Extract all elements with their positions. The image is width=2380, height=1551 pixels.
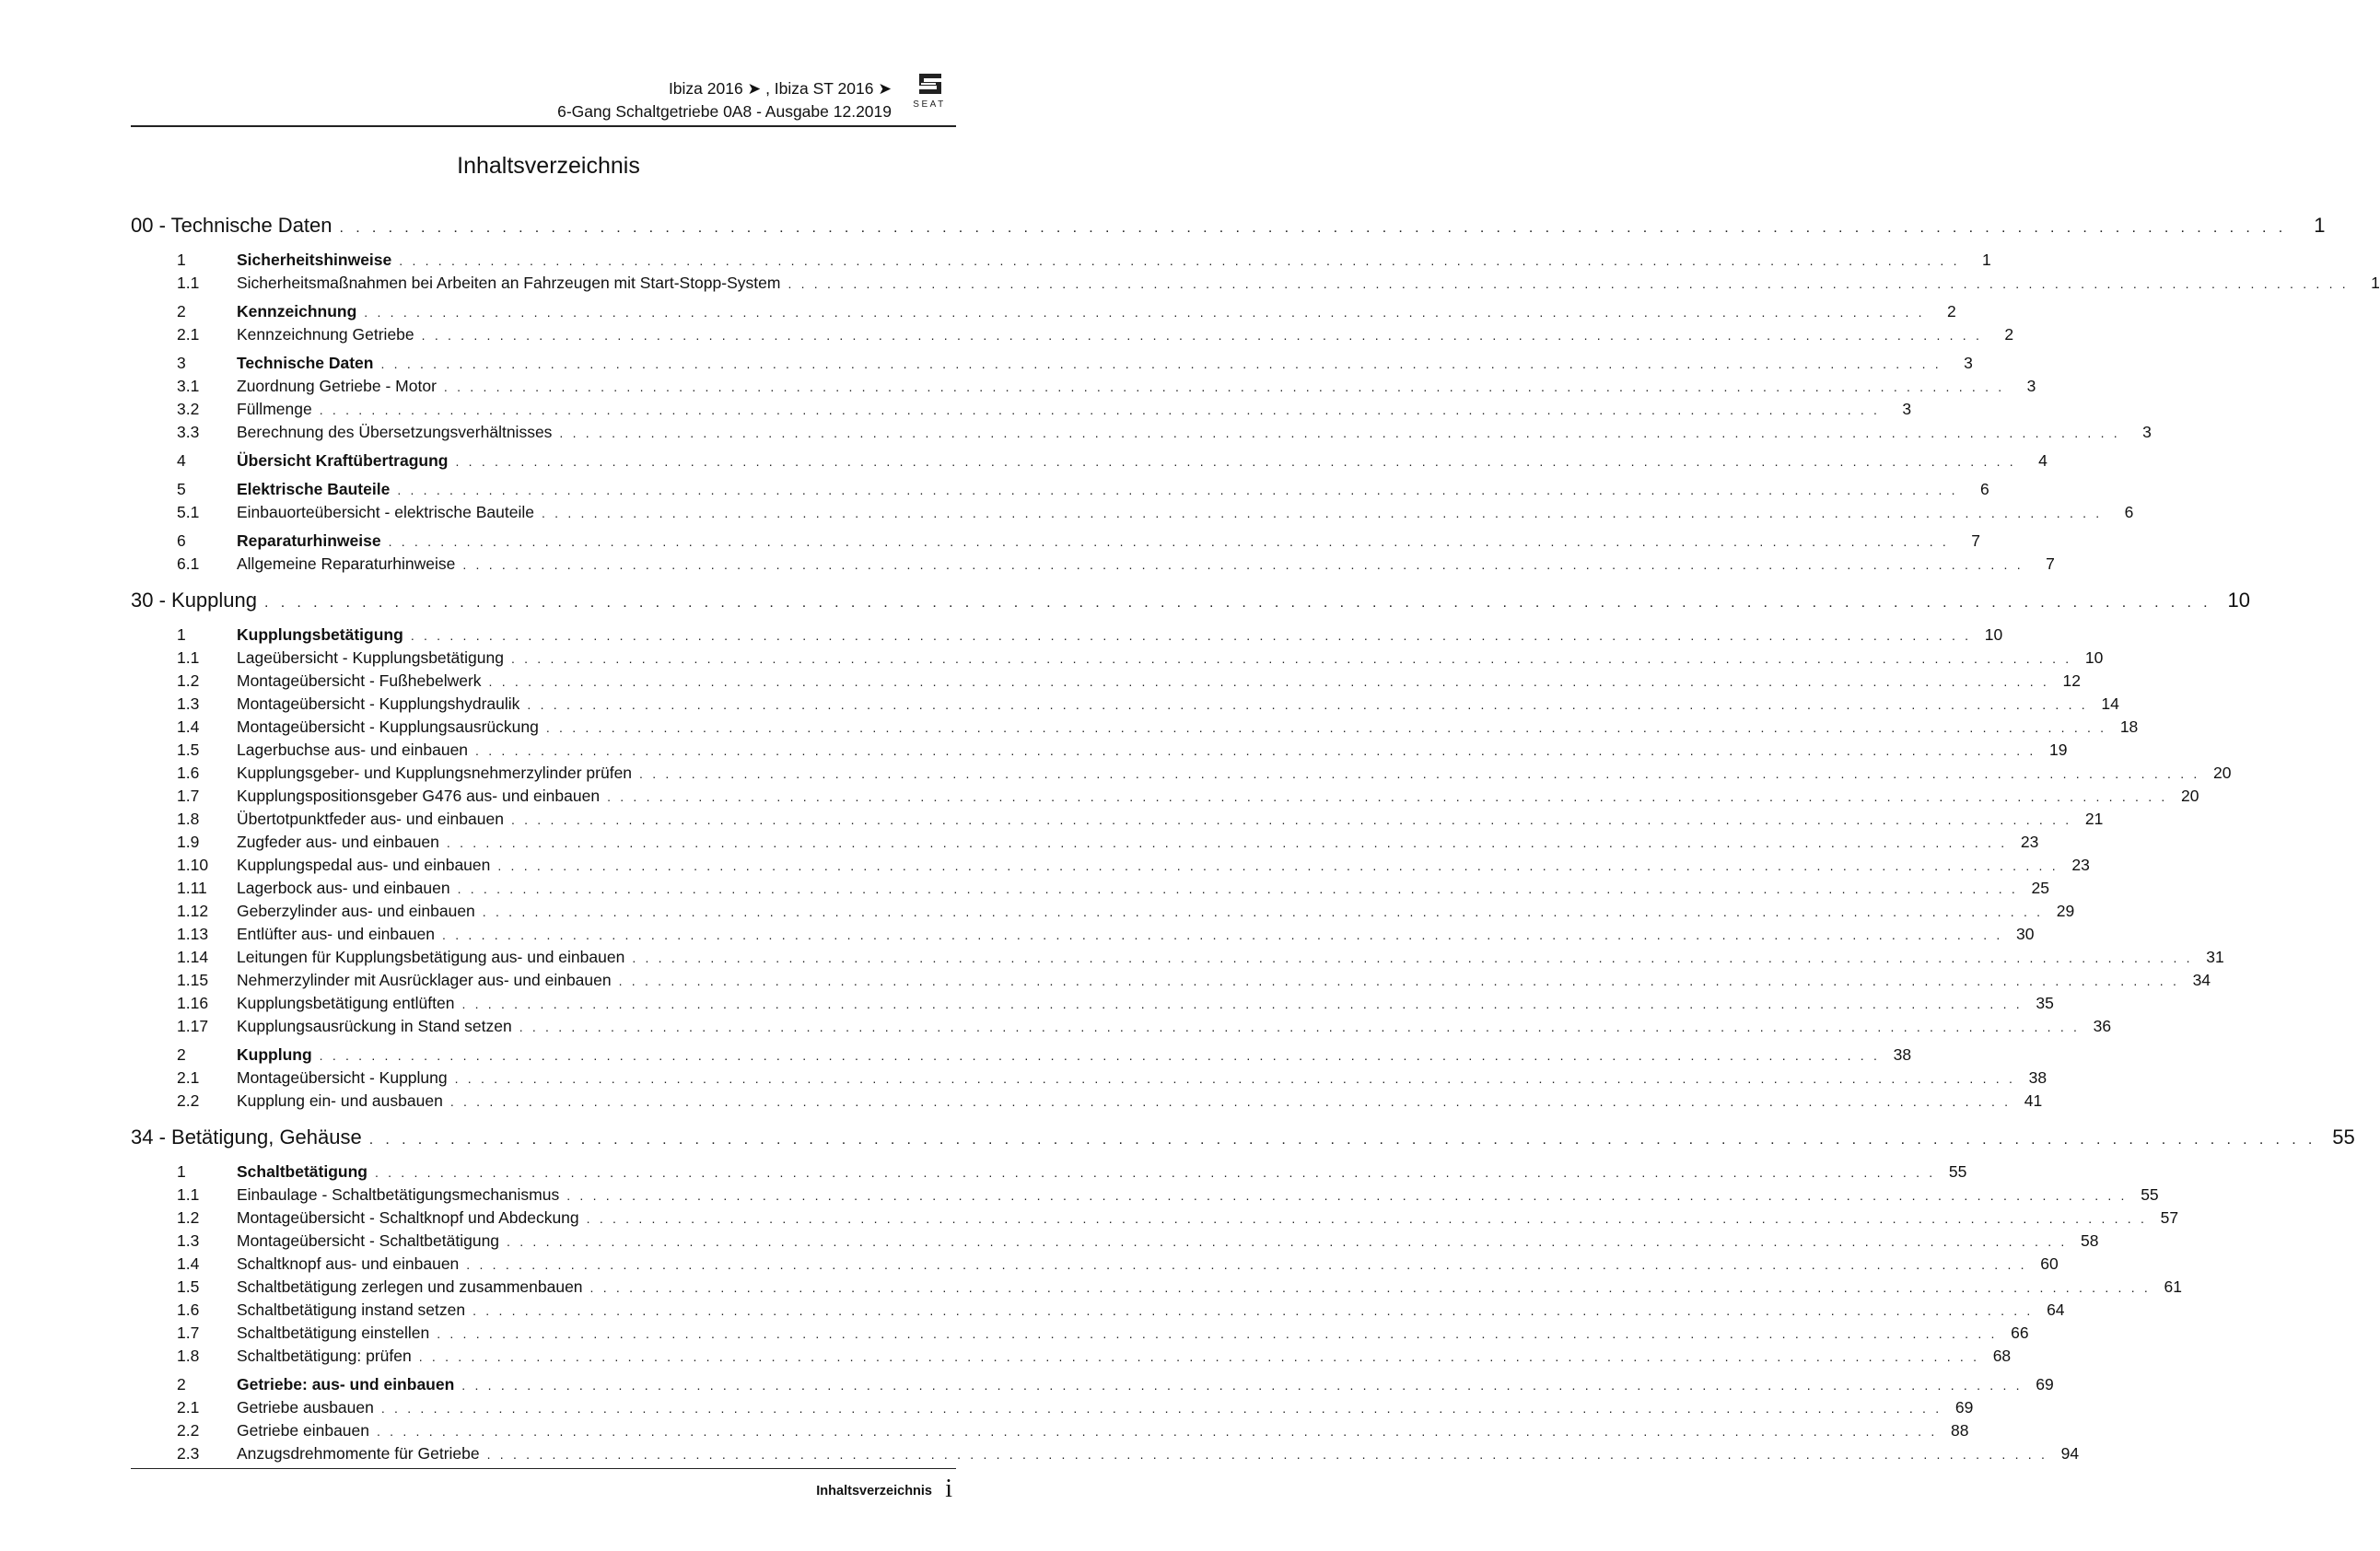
toc-chapter[interactable] — [131, 589, 2251, 620]
toc-subsection[interactable] — [131, 833, 2039, 856]
toc-section[interactable] — [131, 451, 2048, 474]
dot-leader: . . . . . . . . . . . . . . . . . . . . . . . . . . . . . . . . . . . . . . . . . . . . . . . . . . . . . . . . . . . . . . . . . . . . . . . . . . . . . . . . . . . . . . . . . . . . . . . . . . . . . . . . . . . . . . . . . . . . . . . . — [264, 595, 2212, 611]
dot-leader: . . . . . . . . . . . . . . . . . . . . . . . . . . . . . . . . . . . . . . . . . . . . . . . . . . . . . . . . . . . . . . . . . . . . . . . . . . . . . . . . . . . . . . . . . . . . . . . . . . . . . . . . . . . . . . . . . . . . . . . . — [461, 1378, 2023, 1393]
toc-entry-title: Getriebe: aus- und einbauen — [237, 1375, 455, 1394]
toc-subsection[interactable] — [131, 717, 2139, 741]
toc-entry-number: 2.1 — [177, 1068, 200, 1087]
toc-entry-page: 18 — [2119, 717, 2139, 736]
toc-subsection[interactable] — [131, 925, 2035, 948]
dot-leader: . . . . . . . . . . . . . . . . . . . . . . . . . . . . . . . . . . . . . . . . . . . . . . . . . . . . . . . . . . . . . . . . . . . . . . . . . . . . . . . . . . . . . . . . . . . . . . . . . . . . . . . . . . . . . . . . . . . . . . . . — [368, 1132, 2316, 1148]
toc-entry-page: 10 — [1984, 625, 2003, 644]
toc-entry-number: 1.5 — [177, 1277, 200, 1296]
toc-subsection[interactable] — [131, 1185, 2159, 1208]
toc-entry-page: 68 — [1992, 1347, 2012, 1365]
toc-entry-page: 10 — [2227, 589, 2251, 612]
toc-subsection[interactable] — [131, 1347, 2012, 1370]
dot-leader: . . . . . . . . . . . . . . . . . . . . . . . . . . . . . . . . . . . . . . . . . . . . . . . . . . . . . . . . . . . . . . . . . . . . . . . . . . . . . . . . . . . . . . . . . . . . . . . . . . . . . . . . . . . . . . . . . . . . . . . . — [639, 766, 2200, 781]
footer-label: Inhaltsverzeichnis — [816, 1484, 932, 1499]
toc-entry-number: 1.3 — [177, 1231, 200, 1250]
toc-section[interactable] — [131, 1375, 2054, 1398]
toc-subsection[interactable] — [131, 554, 2055, 577]
toc-entry-number: 3.1 — [177, 377, 200, 395]
toc-subsection[interactable] — [131, 1231, 2099, 1254]
toc-entry-page: 6 — [1980, 480, 1989, 498]
toc-section[interactable] — [131, 354, 1973, 377]
dot-leader: . . . . . . . . . . . . . . . . . . . . . . . . . . . . . . . . . . . . . . . . . . . . . . . . . . . . . . . . . . . . . . . . . . . . . . . . . . . . . . . . . . . . . . . . . . . . . . . . . . . . . . . . . . . . . . . . . . . . . . . . — [632, 950, 2193, 965]
toc-subsection[interactable] — [131, 948, 2224, 971]
toc-entry-title: Schaltbetätigung zerlegen und zusammenbauen — [237, 1277, 583, 1296]
toc-entry-number: 2.1 — [177, 325, 200, 344]
dot-leader: . . . . . . . . . . . . . . . . . . . . . . . . . . . . . . . . . . . . . . . . . . . . . . . . . . . . . . . . . . . . . . . . . . . . . . . . . . . . . . . . . . . . . . . . . . . . . . . . . . . . . . . . . . . . . . . . . . . . . . . . — [397, 483, 1958, 497]
toc-subsection[interactable] — [131, 879, 2050, 902]
toc-entry-page: 88 — [1950, 1421, 1969, 1440]
toc-entry-number: 1.9 — [177, 833, 200, 851]
toc-entry-page: 10 — [2084, 648, 2104, 667]
logo-text: SEAT — [913, 99, 946, 110]
dot-leader: . . . . . . . . . . . . . . . . . . . . . . . . . . . . . . . . . . . . . . . . . . . . . . . . . . . . . . . . . . . . . . . . . . . . . . . . . . . . . . . . . . . . . . . . . . . . . . . . . . . . . . . . . . . . . . . . . . . . . . . . — [388, 534, 1950, 549]
toc-entry-number: 1.12 — [177, 902, 209, 920]
toc-entry-page: 21 — [2084, 810, 2104, 828]
toc-entry-title: Montageübersicht - Schaltbetätigung — [237, 1231, 500, 1250]
toc-entry-title: Montageübersicht - Schaltknopf und Abdeckung — [237, 1208, 579, 1227]
toc-entry-title: Kupplungsbetätigung entlüften — [237, 994, 455, 1012]
dot-leader: . . . . . . . . . . . . . . . . . . . . . . . . . . . . . . . . . . . . . . . . . . . . . . . . . . . . . . . . . . . . . . . . . . . . . . . . . . . . . . . . . . . . . . . . . . . . . . . . . . . . . . . . . . . . . . . . . . . . . . . . — [319, 1048, 1881, 1063]
toc-entry-number: 1 — [177, 251, 186, 269]
toc-entry-page: 30 — [2016, 925, 2035, 943]
toc-entry-page: 57 — [2160, 1208, 2179, 1227]
toc-entry-title: Lageübersicht - Kupplungsbetätigung — [237, 648, 504, 667]
toc-entry-number: 2.2 — [177, 1421, 200, 1440]
toc-entry-number: 1.14 — [177, 948, 209, 966]
toc-entry-title: Zugfeder aus- und einbauen — [237, 833, 439, 851]
toc-entry-page: 20 — [2213, 764, 2232, 782]
toc-entry-title: Schaltbetätigung — [237, 1162, 368, 1181]
toc-entry-page: 66 — [2011, 1324, 2029, 1342]
toc-subsection[interactable] — [131, 1017, 2112, 1040]
toc-entry-page: 55 — [1948, 1162, 1967, 1181]
toc-entry-number: 2.2 — [177, 1091, 200, 1110]
toc-entry-title: Kennzeichnung — [237, 302, 357, 321]
toc-subsection[interactable] — [131, 994, 2054, 1017]
dot-leader: . . . . . . . . . . . . . . . . . . . . . . . . . . . . . . . . . . . . . . . . . . . . . . . . . . . . . . . . . . . . . . . . . . . . . . . . . . . . . . . . . . . . . . . . . . . . . . . . . . . . . . . . . . . . . . . . . . . . . . . . — [380, 1401, 1942, 1416]
toc-entry-title: Montageübersicht - Kupplung — [237, 1068, 448, 1087]
toc-section[interactable] — [131, 1045, 1912, 1068]
toc-subsection[interactable] — [131, 648, 2104, 671]
toc-entry-page: 2 — [2004, 325, 2014, 344]
toc-subsection[interactable] — [131, 1398, 1974, 1421]
toc-entry-page: 3 — [1902, 400, 1912, 418]
toc-subsection[interactable] — [131, 694, 2119, 717]
dot-leader: . . . . . . . . . . . . . . . . . . . . . . . . . . . . . . . . . . . . . . . . . . . . . . . . . . . . . . . . . . . . . . . . . . . . . . . . . . . . . . . . . . . . . . . . . . . . . . . . . . . . . . . . . . . . . . . . . . . . . . . . — [437, 1326, 1998, 1341]
toc-entry-title: Kupplungsgeber- und Kupplungsnehmerzylinder prüfen — [237, 764, 633, 782]
toc-entry-number: 1.13 — [177, 925, 209, 943]
dot-leader: . . . . . . . . . . . . . . . . . . . . . . . . . . . . . . . . . . . . . . . . . . . . . . . . . . . . . . . . . . . . . . . . . . . . . . . . . . . . . . . . . . . . . . . . . . . . . . . . . . . . . . . . . . . . . . . . . . . . . . . . — [449, 1094, 2012, 1109]
toc-entry-page: 1 — [2314, 214, 2326, 237]
toc-entry-title: Übersicht Kraftübertragung — [237, 451, 449, 470]
toc-entry-number: 6.1 — [177, 554, 200, 573]
toc-subsection[interactable] — [131, 971, 2211, 994]
toc-entry-page: 38 — [1893, 1045, 1912, 1064]
dot-leader: . . . . . . . . . . . . . . . . . . . . . . . . . . . . . . . . . . . . . . . . . . . . . . . . . . . . . . . . . . . . . . . . . . . . . . . . . . . . . . . . . . . . . . . . . . . . . . . . . . . . . . . . . . . . . . . . . . . . . . . . — [472, 1303, 2034, 1318]
toc-entry-title: 00 - Technische Daten — [131, 214, 332, 237]
toc-subsection[interactable] — [131, 400, 1912, 423]
dot-leader: . . . . . . . . . . . . . . . . . . . . . . . . . . . . . . . . . . . . . . . . . . . . . . . . . . . . . . . . . . . . . . . . . . . . . . . . . . . . . . . . . . . . . . . . . . . . . . . . . . . . . . . . . . . . . . . . . . . . . . . . — [377, 1424, 1938, 1439]
toc-subsection[interactable] — [131, 1444, 2080, 1467]
toc-entry-number: 1.7 — [177, 1324, 200, 1342]
toc-entry-page: 34 — [2192, 971, 2211, 989]
toc-entry-number: 1.8 — [177, 1347, 200, 1365]
toc-entry-title: Nehmerzylinder mit Ausrücklager aus- und einbauen — [237, 971, 612, 989]
toc-entry-page: 29 — [2056, 902, 2075, 920]
toc-entry-number: 5.1 — [177, 503, 200, 521]
toc-entry-title: Kupplung — [237, 1045, 312, 1064]
toc-subsection[interactable] — [131, 423, 2152, 446]
toc-subsection[interactable] — [131, 1324, 2029, 1347]
dot-leader: . . . . . . . . . . . . . . . . . . . . . . . . . . . . . . . . . . . . . . . . . . . . . . . . . . . . . . . . . . . . . . . . . . . . . . . . . . . . . . . . . . . . . . . . . . . . . . . . . . . . . . . . . . . . . . . . . . . . . . . . — [339, 220, 2287, 236]
toc-section[interactable] — [131, 302, 1956, 325]
toc-entry-page: 1 — [2371, 274, 2380, 292]
toc-entry-page: 41 — [2024, 1091, 2043, 1110]
toc-section[interactable] — [131, 531, 1981, 554]
toc-subsection[interactable] — [131, 764, 2232, 787]
toc-entry-number: 1.6 — [177, 764, 200, 782]
toc-entry-title: 34 - Betätigung, Gehäuse — [131, 1125, 362, 1149]
table-of-contents — [131, 214, 2380, 1467]
toc-entry-page: 6 — [2124, 503, 2134, 521]
toc-entry-title: Montageübersicht - Kupplungshydraulik — [237, 694, 520, 713]
toc-entry-title: Allgemeine Reparaturhinweise — [237, 554, 456, 573]
dot-leader: . . . . . . . . . . . . . . . . . . . . . . . . . . . . . . . . . . . . . . . . . . . . . . . . . . . . . . . . . . . . . . . . . . . . . . . . . . . . . . . . . . . . . . . . . . . . . . . . . . . . . . . . . . . . . . . . . . . . . . . . — [475, 743, 2036, 758]
toc-subsection[interactable] — [131, 1254, 2059, 1277]
toc-entry-page: 69 — [1954, 1398, 1974, 1417]
toc-entry-number: 1.2 — [177, 671, 200, 690]
toc-entry-page: 3 — [2142, 423, 2152, 441]
toc-subsection[interactable] — [131, 856, 2090, 879]
toc-entry-title: Schaltbetätigung instand setzen — [237, 1300, 466, 1319]
toc-subsection[interactable] — [131, 503, 2134, 526]
toc-entry-page: 38 — [2028, 1068, 2048, 1087]
toc-entry-number: 3.2 — [177, 400, 200, 418]
toc-entry-page: 60 — [2040, 1254, 2059, 1273]
toc-entry-page: 4 — [2038, 451, 2048, 470]
toc-entry-title: Sicherheitshinweise — [237, 251, 392, 269]
toc-subsection[interactable] — [131, 810, 2104, 833]
toc-entry-page: 2 — [1946, 302, 1956, 321]
toc-entry-page: 23 — [2071, 856, 2090, 874]
toc-entry-title: Kupplungsausrückung in Stand setzen — [237, 1017, 512, 1035]
dot-leader: . . . . . . . . . . . . . . . . . . . . . . . . . . . . . . . . . . . . . . . . . . . . . . . . . . . . . . . . . . . . . . . . . . . . . . . . . . . . . . . . . . . . . . . . . . . . . . . . . . . . . . . . . . . . . . . . . . . . . . . . — [510, 651, 2072, 666]
toc-entry-title: Füllmenge — [237, 400, 312, 418]
toc-entry-title: Kupplung ein- und ausbauen — [237, 1091, 443, 1110]
toc-entry-page: 12 — [2062, 671, 2081, 690]
toc-chapter[interactable] — [131, 1125, 2355, 1157]
toc-subsection[interactable] — [131, 274, 2380, 297]
dot-leader: . . . . . . . . . . . . . . . . . . . . . . . . . . . . . . . . . . . . . . . . . . . . . . . . . . . . . . . . . . . . . . . . . . . . . . . . . . . . . . . . . . . . . . . . . . . . . . . . . . . . . . . . . . . . . . . . . . . . . . . . — [488, 674, 2049, 689]
toc-section[interactable] — [131, 1162, 1967, 1185]
toc-entry-number: 5 — [177, 480, 186, 498]
toc-entry-title: Geberzylinder aus- und einbauen — [237, 902, 475, 920]
dot-leader: . . . . . . . . . . . . . . . . . . . . . . . . . . . . . . . . . . . . . . . . . . . . . . . . . . . . . . . . . . . . . . . . . . . . . . . . . . . . . . . . . . . . . . . . . . . . . . . . . . . . . . . . . . . . . . . . . . . . . . . . — [559, 426, 2120, 440]
toc-entry-number: 1.11 — [177, 879, 207, 897]
toc-entry-page: 23 — [2020, 833, 2039, 851]
toc-entry-title: Schaltbetätigung einstellen — [237, 1324, 430, 1342]
toc-entry-page: 1 — [1981, 251, 1991, 269]
toc-subsection[interactable] — [131, 1277, 2182, 1300]
dot-leader: . . . . . . . . . . . . . . . . . . . . . . . . . . . . . . . . . . . . . . . . . . . . . . . . . . . . . . . . . . . . . . . . . . . . . . . . . . . . . . . . . . . . . . . . . . . . . . . . . . . . . . . . . . . . . . . . . . . . . . . . — [618, 974, 2180, 988]
toc-entry-title: Kennzeichnung Getriebe — [237, 325, 414, 344]
toc-entry-title: Einbaulage - Schaltbetätigungsmechanismus — [237, 1185, 560, 1204]
dot-leader: . . . . . . . . . . . . . . . . . . . . . . . . . . . . . . . . . . . . . . . . . . . . . . . . . . . . . . . . . . . . . . . . . . . . . . . . . . . . . . . . . . . . . . . . . . . . . . . . . . . . . . . . . . . . . . . . . . . . . . . . — [497, 858, 2059, 873]
toc-subsection[interactable] — [131, 377, 2036, 400]
dot-leader: . . . . . . . . . . . . . . . . . . . . . . . . . . . . . . . . . . . . . . . . . . . . . . . . . . . . . . . . . . . . . . . . . . . . . . . . . . . . . . . . . . . . . . . . . . . . . . . . . . . . . . . . . . . . . . . . . . . . . . . . — [380, 356, 1942, 371]
toc-entry-title: Getriebe einbauen — [237, 1421, 369, 1440]
dot-leader: . . . . . . . . . . . . . . . . . . . . . . . . . . . . . . . . . . . . . . . . . . . . . . . . . . . . . . . . . . . . . . . . . . . . . . . . . . . . . . . . . . . . . . . . . . . . . . . . . . . . . . . . . . . . . . . . . . . . . . . . — [461, 997, 2023, 1011]
toc-entry-title: Kupplungsbetätigung — [237, 625, 403, 644]
toc-entry-number: 1.15 — [177, 971, 209, 989]
toc-entry-page: 61 — [2164, 1277, 2182, 1296]
toc-entry-page: 55 — [2332, 1125, 2355, 1149]
toc-entry-title: Montageübersicht - Fußhebelwerk — [237, 671, 482, 690]
toc-entry-number: 1.7 — [177, 787, 200, 805]
toc-entry-number: 1.2 — [177, 1208, 200, 1227]
toc-entry-number: 2.1 — [177, 1398, 200, 1417]
toc-entry-title: Getriebe ausbauen — [237, 1398, 374, 1417]
page-footer — [131, 1468, 956, 1503]
dot-leader: . . . . . . . . . . . . . . . . . . . . . . . . . . . . . . . . . . . . . . . . . . . . . . . . . . . . . . . . . . . . . . . . . . . . . . . . . . . . . . . . . . . . . . . . . . . . . . . . . . . . . . . . . . . . . . . . . . . . . . . . — [586, 1211, 2148, 1226]
dot-leader: . . . . . . . . . . . . . . . . . . . . . . . . . . . . . . . . . . . . . . . . . . . . . . . . . . . . . . . . . . . . . . . . . . . . . . . . . . . . . . . . . . . . . . . . . . . . . . . . . . . . . . . . . . . . . . . . . . . . . . . . — [421, 328, 1983, 343]
toc-entry-title: Lagerbock aus- und einbauen — [237, 879, 450, 897]
dot-leader: . . . . . . . . . . . . . . . . . . . . . . . . . . . . . . . . . . . . . . . . . . . . . . . . . . . . . . . . . . . . . . . . . . . . . . . . . . . . . . . . . . . . . . . . . . . . . . . . . . . . . . . . . . . . . . . . . . . . . . . . — [319, 402, 1881, 417]
toc-subsection[interactable] — [131, 325, 2014, 348]
toc-entry-title: Kupplungspedal aus- und einbauen — [237, 856, 491, 874]
toc-entry-page: 69 — [2036, 1375, 2054, 1394]
toc-entry-title: Schaltbetätigung: prüfen — [237, 1347, 412, 1365]
toc-subsection[interactable] — [131, 1068, 2048, 1091]
toc-entry-number: 1.4 — [177, 717, 200, 736]
toc-section[interactable] — [131, 625, 2003, 648]
toc-entry-number: 4 — [177, 451, 186, 470]
dot-leader: . . . . . . . . . . . . . . . . . . . . . . . . . . . . . . . . . . . . . . . . . . . . . . . . . . . . . . . . . . . . . . . . . . . . . . . . . . . . . . . . . . . . . . . . . . . . . . . . . . . . . . . . . . . . . . . . . . . . . . . . — [364, 305, 1925, 320]
toc-entry-title: Elektrische Bauteile — [237, 480, 391, 498]
toc-entry-title: Übertotpunktfeder aus- und einbauen — [237, 810, 504, 828]
toc-entry-number: 1.1 — [177, 1185, 200, 1204]
dot-leader: . . . . . . . . . . . . . . . . . . . . . . . . . . . . . . . . . . . . . . . . . . . . . . . . . . . . . . . . . . . . . . . . . . . . . . . . . . . . . . . . . . . . . . . . . . . . . . . . . . . . . . . . . . . . . . . . . . . . . . . . — [486, 1447, 2048, 1462]
toc-entry-title: Lagerbuchse aus- und einbauen — [237, 741, 469, 759]
toc-entry-number: 3 — [177, 354, 186, 372]
toc-subsection[interactable] — [131, 741, 2068, 764]
toc-entry-title: Sicherheitsmaßnahmen bei Arbeiten an Fahrzeugen mit Start-Stopp-System — [237, 274, 781, 292]
dot-leader: . . . . . . . . . . . . . . . . . . . . . . . . . . . . . . . . . . . . . . . . . . . . . . . . . . . . . . . . . . . . . . . . . . . . . . . . . . . . . . . . . . . . . . . . . . . . . . . . . . . . . . . . . . . . . . . . . . . . . . . . — [510, 812, 2072, 827]
toc-subsection[interactable] — [131, 787, 2199, 810]
dot-leader: . . . . . . . . . . . . . . . . . . . . . . . . . . . . . . . . . . . . . . . . . . . . . . . . . . . . . . . . . . . . . . . . . . . . . . . . . . . . . . . . . . . . . . . . . . . . . . . . . . . . . . . . . . . . . . . . . . . . . . . . — [466, 1257, 2027, 1272]
dot-leader: . . . . . . . . . . . . . . . . . . . . . . . . . . . . . . . . . . . . . . . . . . . . . . . . . . . . . . . . . . . . . . . . . . . . . . . . . . . . . . . . . . . . . . . . . . . . . . . . . . . . . . . . . . . . . . . . . . . . . . . . — [454, 1071, 2016, 1086]
toc-entry-number: 1.16 — [177, 994, 209, 1012]
toc-entry-number: 1.6 — [177, 1300, 200, 1319]
dot-leader: . . . . . . . . . . . . . . . . . . . . . . . . . . . . . . . . . . . . . . . . . . . . . . . . . . . . . . . . . . . . . . . . . . . . . . . . . . . . . . . . . . . . . . . . . . . . . . . . . . . . . . . . . . . . . . . . . . . . . . . . — [527, 697, 2088, 712]
toc-entry-title: Kupplungspositionsgeber G476 aus- und einbauen — [237, 787, 601, 805]
dot-leader: . . . . . . . . . . . . . . . . . . . . . . . . . . . . . . . . . . . . . . . . . . . . . . . . . . . . . . . . . . . . . . . . . . . . . . . . . . . . . . . . . . . . . . . . . . . . . . . . . . . . . . . . . . . . . . . . . . . . . . . . — [482, 904, 2044, 919]
dot-leader: . . . . . . . . . . . . . . . . . . . . . . . . . . . . . . . . . . . . . . . . . . . . . . . . . . . . . . . . . . . . . . . . . . . . . . . . . . . . . . . . . . . . . . . . . . . . . . . . . . . . . . . . . . . . . . . . . . . . . . . . — [462, 557, 2024, 572]
toc-entry-title: Reparaturhinweise — [237, 531, 381, 550]
toc-entry-title: Einbauorteübersicht - elektrische Bauteile — [237, 503, 534, 521]
toc-entry-title: Zuordnung Getriebe - Motor — [237, 377, 437, 395]
dot-leader: . . . . . . . . . . . . . . . . . . . . . . . . . . . . . . . . . . . . . . . . . . . . . . . . . . . . . . . . . . . . . . . . . . . . . . . . . . . . . . . . . . . . . . . . . . . . . . . . . . . . . . . . . . . . . . . . . . . . . . . . — [443, 379, 2005, 394]
toc-entry-title: Schaltknopf aus- und einbauen — [237, 1254, 460, 1273]
toc-entry-number: 1 — [177, 1162, 186, 1181]
toc-subsection[interactable] — [131, 1091, 2043, 1114]
toc-subsection[interactable] — [131, 1300, 2065, 1324]
toc-entry-number: 2 — [177, 1045, 186, 1064]
toc-entry-number: 6 — [177, 531, 186, 550]
toc-section[interactable] — [131, 480, 1989, 503]
toc-subsection[interactable] — [131, 1208, 2179, 1231]
page-title: Inhaltsverzeichnis — [457, 153, 640, 179]
toc-entry-page: 7 — [2046, 554, 2055, 573]
toc-entry-number: 1.1 — [177, 648, 200, 667]
toc-entry-number: 1.3 — [177, 694, 200, 713]
toc-entry-number: 3.3 — [177, 423, 200, 441]
toc-entry-number: 2 — [177, 302, 186, 321]
toc-section[interactable] — [131, 251, 1991, 274]
toc-entry-title: Entlüfter aus- und einbauen — [237, 925, 436, 943]
toc-entry-page: 3 — [2026, 377, 2036, 395]
dot-leader: . . . . . . . . . . . . . . . . . . . . . . . . . . . . . . . . . . . . . . . . . . . . . . . . . . . . . . . . . . . . . . . . . . . . . . . . . . . . . . . . . . . . . . . . . . . . . . . . . . . . . . . . . . . . . . . . . . . . . . . . — [442, 927, 2003, 942]
dot-leader: . . . . . . . . . . . . . . . . . . . . . . . . . . . . . . . . . . . . . . . . . . . . . . . . . . . . . . . . . . . . . . . . . . . . . . . . . . . . . . . . . . . . . . . . . . . . . . . . . . . . . . . . . . . . . . . . . . . . . . . . — [566, 1188, 2128, 1203]
toc-subsection[interactable] — [131, 1421, 1969, 1444]
toc-entry-page: 14 — [2101, 694, 2119, 713]
page-header — [131, 77, 956, 127]
toc-entry-number: 1 — [177, 625, 186, 644]
toc-entry-title: Montageübersicht - Kupplungsausrückung — [237, 717, 539, 736]
toc-entry-title: Anzugsdrehmomente für Getriebe — [237, 1444, 480, 1463]
dot-leader: . . . . . . . . . . . . . . . . . . . . . . . . . . . . . . . . . . . . . . . . . . . . . . . . . . . . . . . . . . . . . . . . . . . . . . . . . . . . . . . . . . . . . . . . . . . . . . . . . . . . . . . . . . . . . . . . . . . . . . . . — [457, 881, 2019, 896]
dot-leader: . . . . . . . . . . . . . . . . . . . . . . . . . . . . . . . . . . . . . . . . . . . . . . . . . . . . . . . . . . . . . . . . . . . . . . . . . . . . . . . . . . . . . . . . . . . . . . . . . . . . . . . . . . . . . . . . . . . . . . . . — [607, 789, 2168, 804]
header-edition-line: 6-Gang Schaltgetriebe 0A8 - Ausgabe 12.2019 — [557, 102, 892, 121]
toc-entry-page: 20 — [2181, 787, 2199, 805]
toc-entry-number: 1.4 — [177, 1254, 200, 1273]
toc-entry-page: 3 — [1964, 354, 1973, 372]
dot-leader: . . . . . . . . . . . . . . . . . . . . . . . . . . . . . . . . . . . . . . . . . . . . . . . . . . . . . . . . . . . . . . . . . . . . . . . . . . . . . . . . . . . . . . . . . . . . . . . . . . . . . . . . . . . . . . . . . . . . . . . . — [455, 454, 2016, 469]
dot-leader: . . . . . . . . . . . . . . . . . . . . . . . . . . . . . . . . . . . . . . . . . . . . . . . . . . . . . . . . . . . . . . . . . . . . . . . . . . . . . . . . . . . . . . . . . . . . . . . . . . . . . . . . . . . . . . . . . . . . . . . . — [519, 1020, 2081, 1034]
dot-leader: . . . . . . . . . . . . . . . . . . . . . . . . . . . . . . . . . . . . . . . . . . . . . . . . . . . . . . . . . . . . . . . . . . . . . . . . . . . . . . . . . . . . . . . . . . . . . . . . . . . . . . . . . . . . . . . . . . . . . . . . — [545, 720, 2107, 735]
toc-entry-page: 36 — [2093, 1017, 2112, 1035]
toc-entry-title: 30 - Kupplung — [131, 589, 257, 612]
toc-entry-page: 64 — [2047, 1300, 2065, 1319]
toc-subsection[interactable] — [131, 671, 2081, 694]
seat-logo-icon — [908, 70, 951, 114]
toc-chapter[interactable] — [131, 214, 2326, 245]
toc-entry-title: Leitungen für Kupplungsbetätigung aus- und einbauen — [237, 948, 625, 966]
dot-leader: . . . . . . . . . . . . . . . . . . . . . . . . . . . . . . . . . . . . . . . . . . . . . . . . . . . . . . . . . . . . . . . . . . . . . . . . . . . . . . . . . . . . . . . . . . . . . . . . . . . . . . . . . . . . . . . . . . . . . . . . — [410, 628, 1972, 643]
toc-entry-page: 7 — [1971, 531, 1981, 550]
dot-leader: . . . . . . . . . . . . . . . . . . . . . . . . . . . . . . . . . . . . . . . . . . . . . . . . . . . . . . . . . . . . . . . . . . . . . . . . . . . . . . . . . . . . . . . . . . . . . . . . . . . . . . . . . . . . . . . . . . . . . . . . — [507, 1234, 2068, 1249]
toc-entry-page: 31 — [2206, 948, 2224, 966]
toc-entry-page: 58 — [2081, 1231, 2099, 1250]
toc-entry-number: 1.5 — [177, 741, 200, 759]
toc-entry-page: 55 — [2141, 1185, 2159, 1204]
toc-entry-page: 19 — [2049, 741, 2068, 759]
toc-entry-title: Technische Daten — [237, 354, 374, 372]
toc-entry-page: 35 — [2036, 994, 2054, 1012]
toc-entry-number: 1.10 — [177, 856, 209, 874]
dot-leader: . . . . . . . . . . . . . . . . . . . . . . . . . . . . . . . . . . . . . . . . . . . . . . . . . . . . . . . . . . . . . . . . . . . . . . . . . . . . . . . . . . . . . . . . . . . . . . . . . . . . . . . . . . . . . . . . . . . . . . . . — [374, 1165, 1936, 1180]
dot-leader: . . . . . . . . . . . . . . . . . . . . . . . . . . . . . . . . . . . . . . . . . . . . . . . . . . . . . . . . . . . . . . . . . . . . . . . . . . . . . . . . . . . . . . . . . . . . . . . . . . . . . . . . . . . . . . . . . . . . . . . . — [589, 1280, 2151, 1295]
dot-leader: . . . . . . . . . . . . . . . . . . . . . . . . . . . . . . . . . . . . . . . . . . . . . . . . . . . . . . . . . . . . . . . . . . . . . . . . . . . . . . . . . . . . . . . . . . . . . . . . . . . . . . . . . . . . . . . . . . . . . . . . — [399, 253, 1960, 268]
toc-entry-number: 1.1 — [177, 274, 200, 292]
toc-entry-number: 1.17 — [177, 1017, 209, 1035]
footer-page-number: i — [945, 1475, 952, 1503]
toc-entry-page: 25 — [2031, 879, 2050, 897]
dot-leader: . . . . . . . . . . . . . . . . . . . . . . . . . . . . . . . . . . . . . . . . . . . . . . . . . . . . . . . . . . . . . . . . . . . . . . . . . . . . . . . . . . . . . . . . . . . . . . . . . . . . . . . . . . . . . . . . . . . . . . . . — [788, 276, 2349, 291]
toc-entry-number: 2 — [177, 1375, 186, 1394]
toc-entry-title: Berechnung des Übersetzungsverhältnisses — [237, 423, 553, 441]
dot-leader: . . . . . . . . . . . . . . . . . . . . . . . . . . . . . . . . . . . . . . . . . . . . . . . . . . . . . . . . . . . . . . . . . . . . . . . . . . . . . . . . . . . . . . . . . . . . . . . . . . . . . . . . . . . . . . . . . . . . . . . . — [418, 1349, 1980, 1364]
toc-entry-page: 94 — [2060, 1444, 2080, 1463]
toc-entry-number: 2.3 — [177, 1444, 200, 1463]
header-model-line: Ibiza 2016 ➤ , Ibiza ST 2016 ➤ — [668, 79, 892, 98]
toc-entry-number: 1.8 — [177, 810, 200, 828]
dot-leader: . . . . . . . . . . . . . . . . . . . . . . . . . . . . . . . . . . . . . . . . . . . . . . . . . . . . . . . . . . . . . . . . . . . . . . . . . . . . . . . . . . . . . . . . . . . . . . . . . . . . . . . . . . . . . . . . . . . . . . . . — [541, 506, 2103, 520]
toc-subsection[interactable] — [131, 902, 2075, 925]
dot-leader: . . . . . . . . . . . . . . . . . . . . . . . . . . . . . . . . . . . . . . . . . . . . . . . . . . . . . . . . . . . . . . . . . . . . . . . . . . . . . . . . . . . . . . . . . . . . . . . . . . . . . . . . . . . . . . . . . . . . . . . . — [446, 835, 2008, 850]
